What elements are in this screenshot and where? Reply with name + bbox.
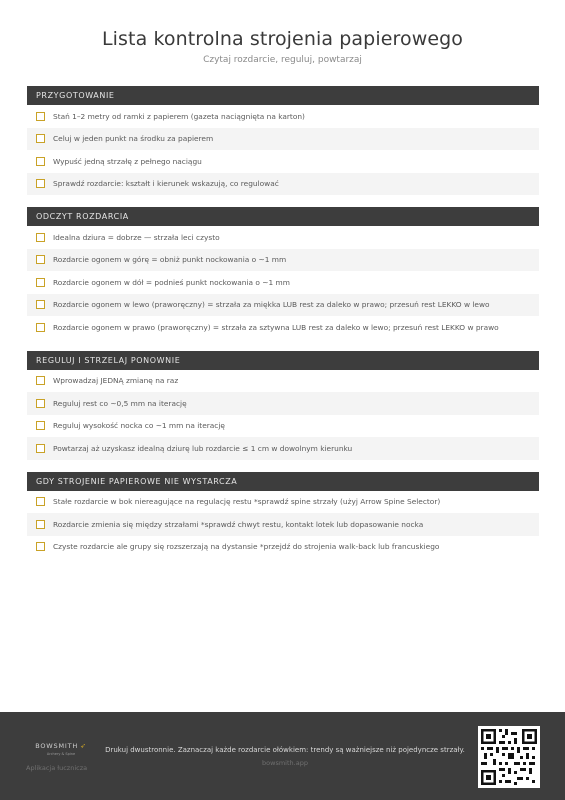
- checklist-item: [27, 226, 539, 249]
- checkbox[interactable]: [36, 233, 45, 242]
- checklist-item: [27, 491, 539, 514]
- qr-code-icon: [478, 726, 540, 788]
- checkbox[interactable]: [36, 157, 45, 166]
- page-title: Lista kontrolna strojenia papierowego: [101, 28, 464, 50]
- site-url: bowsmith.app: [262, 759, 308, 767]
- checklist-item: [27, 173, 539, 196]
- item-text: Rozdarcie ogonem w dół = podnieś punkt nockowania o ~1 mm: [53, 277, 290, 287]
- print-note: Drukuj dwustronnie. Zaznaczaj każde rozdarcie ołówkiem: trendy są ważniejsze niż pojedyncze strzały.: [105, 746, 465, 754]
- section-preparation: [27, 86, 539, 195]
- checklist-sections: [27, 86, 539, 570]
- checklist-item: [27, 249, 539, 272]
- checkbox[interactable]: [36, 112, 45, 121]
- bow-icon: ➶: [80, 742, 87, 750]
- item-text: Rozdarcie ogonem w lewo (praworęczny) = strzała za miękka LUB rest za daleko w prawo; przesuń rest LEKKO w lewo: [53, 300, 490, 310]
- checkbox[interactable]: [36, 421, 45, 430]
- item-text: Rozdarcie ogonem w górę = obniż punkt nockowania o ~1 mm: [53, 255, 287, 265]
- section-heading: GDY STROJENIE PAPIEROWE NIE WYSTARCZA: [27, 472, 539, 491]
- section-when-not-enough: [27, 472, 539, 559]
- app-label: Aplikacja łucznicza: [26, 764, 88, 772]
- checklist-item: [27, 536, 539, 559]
- item-text: Powtarzaj aż uzyskasz idealną dziurę lub rozdarcie ≤ 1 cm w dowolnym kierunku: [53, 443, 353, 453]
- section-items: [27, 491, 539, 559]
- checkbox[interactable]: [36, 399, 45, 408]
- checklist-item: [27, 415, 539, 438]
- checklist-item: [27, 150, 539, 173]
- item-text: Wprowadzaj JEDNĄ zmianę na raz: [53, 376, 179, 386]
- item-text: Rozdarcie zmienia się między strzałami *sprawdź chwyt restu, kontakt lotek lub dopasowanie nocka: [53, 519, 424, 529]
- checkbox[interactable]: [36, 300, 45, 309]
- checkbox[interactable]: [36, 134, 45, 143]
- checkbox[interactable]: [36, 255, 45, 264]
- checklist-item: [27, 128, 539, 151]
- brand-logo: [28, 742, 94, 756]
- checkbox[interactable]: [36, 179, 45, 188]
- item-text: Reguluj rest co ~0,5 mm na iterację: [53, 398, 187, 408]
- checklist-item: [27, 370, 539, 393]
- item-text: Idealna dziura = dobrze — strzała leci czysto: [53, 232, 220, 242]
- checklist-item: [27, 392, 539, 415]
- checklist-item: [27, 513, 539, 536]
- section-adjust-and-shoot: [27, 351, 539, 460]
- logo-text: BOWSMITH: [35, 742, 79, 750]
- checklist-item: [27, 316, 539, 339]
- page-footer: [0, 712, 565, 800]
- section-tear-reading: [27, 207, 539, 339]
- item-text: Sprawdź rozdarcie: kształt i kierunek wskazują, co regulować: [53, 179, 279, 189]
- logo-subtext: Archery & Spine: [46, 752, 76, 756]
- checkbox[interactable]: [36, 444, 45, 453]
- checkbox[interactable]: [36, 542, 45, 551]
- item-text: Celuj w jeden punkt na środku za papierem: [53, 134, 214, 144]
- checklist-item: [27, 271, 539, 294]
- section-heading: REGULUJ I STRZELAJ PONOWNIE: [27, 351, 539, 370]
- checkbox[interactable]: [36, 323, 45, 332]
- item-text: Stań 1–2 metry od ramki z papierem (gazeta naciągnięta na karton): [53, 111, 305, 121]
- section-items: [27, 370, 539, 460]
- item-text: Wypuść jedną strzałę z pełnego naciągu: [53, 156, 202, 166]
- page-subtitle: Czytaj rozdarcie, reguluj, powtarzaj: [203, 55, 362, 65]
- checkbox[interactable]: [36, 497, 45, 506]
- section-items: [27, 226, 539, 339]
- checkbox[interactable]: [36, 278, 45, 287]
- page-header: [0, 28, 565, 65]
- section-items: [27, 105, 539, 195]
- footer-text: [100, 746, 470, 767]
- checklist-item: [27, 437, 539, 460]
- section-heading: ODCZYT ROZDARCIA: [27, 207, 539, 226]
- item-text: Stałe rozdarcie w bok niereagujące na regulację restu *sprawdź spine strzały (użyj Arrow Spine Selector): [53, 497, 441, 507]
- item-text: Czyste rozdarcie ale grupy się rozszerzają na dystansie *przejdź do strojenia walk-back lub francuskiego: [53, 542, 440, 552]
- item-text: Reguluj wysokość nocka co ~1 mm na iterację: [53, 421, 225, 431]
- checkbox[interactable]: [36, 376, 45, 385]
- section-heading: PRZYGOTOWANIE: [27, 86, 539, 105]
- checkbox[interactable]: [36, 520, 45, 529]
- checklist-item: [27, 294, 539, 317]
- checklist-item: [27, 105, 539, 128]
- item-text: Rozdarcie ogonem w prawo (praworęczny) = strzała za sztywna LUB rest za daleko w lewo; przesuń rest LEKKO w prawo: [53, 322, 499, 332]
- qr-code: [478, 726, 540, 788]
